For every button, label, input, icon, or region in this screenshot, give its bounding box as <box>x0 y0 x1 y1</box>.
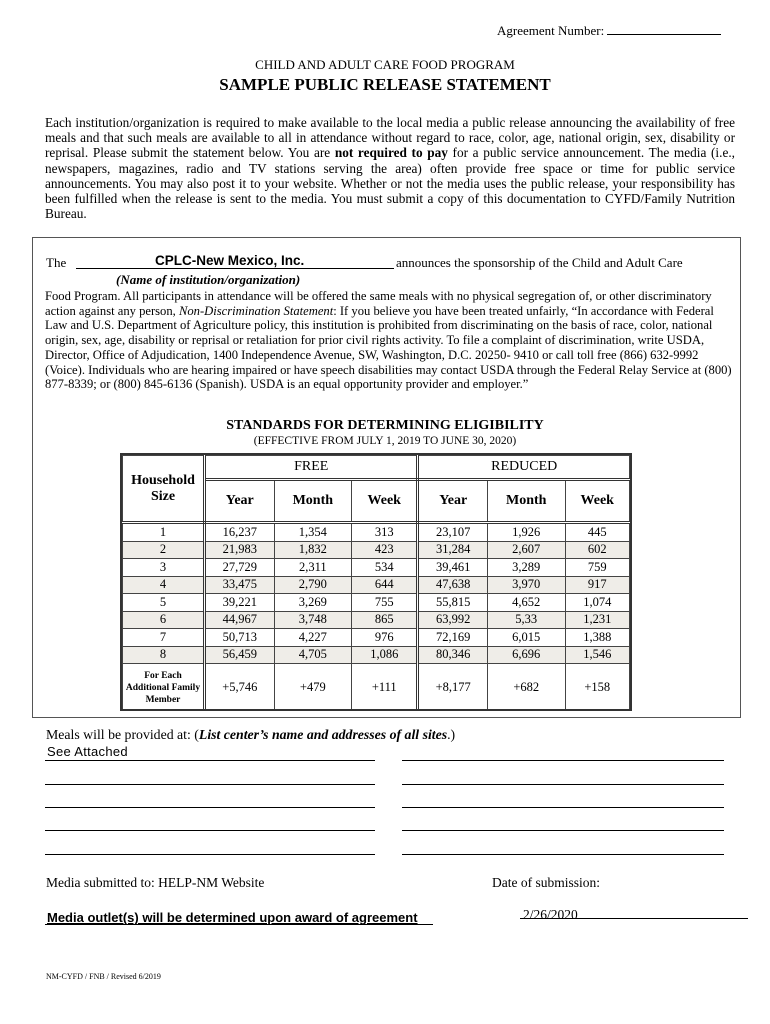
table-cell: 6,696 <box>487 646 565 664</box>
table-row <box>123 594 630 612</box>
household-size-cell: 7 <box>123 629 205 647</box>
table-cell: 50,713 <box>205 629 275 647</box>
column-header: Year <box>418 480 488 523</box>
site-line-left-1[interactable] <box>45 760 375 761</box>
agreement-number-blank[interactable] <box>607 24 721 35</box>
meals-sites-label <box>46 727 455 743</box>
announces-text: announces the sponsorship of the Child and Adult Care <box>396 255 683 270</box>
date-of-submission-label: Date of submission: <box>492 875 600 890</box>
site-line-right-4[interactable] <box>402 830 724 831</box>
household-size-cell: 1 <box>123 523 205 542</box>
table-cell: 3,748 <box>274 611 352 629</box>
table-row <box>123 523 630 542</box>
column-header: Week <box>565 480 630 523</box>
site-line-right-2[interactable] <box>402 784 724 785</box>
org-name-field[interactable]: CPLC-New Mexico, Inc. <box>155 253 305 268</box>
policy-text-1: Food Program. All participants in attendance will be offered the same meals with no physical segregation of, or other discriminatory action against any person, <box>45 289 712 318</box>
site-line-left-3[interactable] <box>45 807 375 808</box>
table-cell: 1,074 <box>565 594 630 612</box>
table-cell: 865 <box>352 611 418 629</box>
additional-member-cell: +682 <box>487 664 565 711</box>
table-cell: 445 <box>565 523 630 542</box>
eligibility-table-body <box>123 523 630 711</box>
table-cell: 313 <box>352 523 418 542</box>
table-cell: 534 <box>352 559 418 577</box>
policy-text-2: : If you believe you have been treated unfairly, “In accordance with Federal Law and U.S. Department of Agriculture policy, this institution is prohibited from discriminating on the basis of race, color, national origin, sex, age, disability or reprisal or retaliation for prior civil rights activity. To file a complaint of discrimination, write USDA, Director, Office of Adjudication, 1400 Independence Avenue, SW, Washington, D.C. 20250- 9410 or call toll free (866) 632-9992 (Voice). Individuals who are hearing impaired or have speech disabilities may contact USDA through the Federal Relay Service at (800) 877-8339; or (800) 845-6136 (Spanish). USDA is an equal opportunity provider and employer.” <box>45 303 732 392</box>
media-outlet-field[interactable]: Media outlet(s) will be determined upon award of agreement <box>47 910 418 925</box>
date-line <box>520 918 748 919</box>
additional-member-cell: +8,177 <box>418 664 488 711</box>
form-footer: NM-CYFD / FNB / Revised 6/2019 <box>46 972 161 981</box>
table-cell: 5,33 <box>487 611 565 629</box>
site-line-left-4[interactable] <box>45 830 375 831</box>
table-cell: 23,107 <box>418 523 488 542</box>
table-cell: 1,832 <box>274 541 352 559</box>
intro-emphasis: not required to pay <box>334 145 448 161</box>
media-outlet-line <box>45 924 433 925</box>
table-cell: 4,652 <box>487 594 565 612</box>
standards-subtitle: (EFFECTIVE FROM JULY 1, 2019 TO JUNE 30, 2020) <box>253 435 517 447</box>
standards-title: STANDARDS FOR DETERMINING ELIGIBILITY <box>226 418 544 433</box>
table-cell: 4,705 <box>274 646 352 664</box>
table-cell: 2,311 <box>274 559 352 577</box>
household-size-cell: 4 <box>123 576 205 594</box>
table-cell: 39,221 <box>205 594 275 612</box>
org-name-line <box>76 268 394 269</box>
table-cell: 644 <box>352 576 418 594</box>
table-cell: 2,607 <box>487 541 565 559</box>
table-cell: 3,970 <box>487 576 565 594</box>
table-cell: 55,815 <box>418 594 488 612</box>
table-cell: 21,983 <box>205 541 275 559</box>
table-cell: 16,237 <box>205 523 275 542</box>
table-cell: 759 <box>565 559 630 577</box>
meals-label-prefix: Meals will be provided at: ( <box>46 727 199 742</box>
org-name-caption: (Name of institution/organization) <box>116 272 301 287</box>
site-line-right-5[interactable] <box>402 854 724 855</box>
table-cell: 47,638 <box>418 576 488 594</box>
table-cell: 1,231 <box>565 611 630 629</box>
table-cell: 1,086 <box>352 646 418 664</box>
table-row <box>123 559 630 577</box>
meals-label-instruction: List center’s name and addresses of all sites <box>198 727 448 742</box>
site-line-left-2[interactable] <box>45 784 375 785</box>
meals-sites-value[interactable]: See Attached <box>47 744 128 759</box>
intro-text-1: Each institution/organization is required to make available to the local media a public release announcing the availability of free meals and that such meals are available to all in attendance without regard to race, color, age, national origin, sex, disability or reprisal. Please submit the statement below. You are <box>45 115 735 161</box>
site-line-right-1[interactable] <box>402 760 724 761</box>
household-size-cell: 3 <box>123 559 205 577</box>
additional-member-row <box>123 664 630 711</box>
table-cell: 1,354 <box>274 523 352 542</box>
media-submitted-label: Media submitted to: HELP-NM Website <box>46 875 265 890</box>
table-row <box>123 541 630 559</box>
table-cell: 6,015 <box>487 629 565 647</box>
additional-member-cell: +158 <box>565 664 630 711</box>
column-header: Week <box>352 480 418 523</box>
column-header: Year <box>205 480 275 523</box>
table-row <box>123 576 630 594</box>
table-cell: 44,967 <box>205 611 275 629</box>
table-cell: 755 <box>352 594 418 612</box>
intro-paragraph <box>45 115 735 221</box>
policy-statement-heading: Non-Discrimination Statement <box>178 303 334 318</box>
table-cell: 602 <box>565 541 630 559</box>
household-size-cell: 5 <box>123 594 205 612</box>
agreement-number-field <box>497 23 721 39</box>
additional-member-cell: +479 <box>274 664 352 711</box>
column-header: Month <box>487 480 565 523</box>
table-cell: 80,346 <box>418 646 488 664</box>
table-cell: 2,790 <box>274 576 352 594</box>
table-cell: 1,926 <box>487 523 565 542</box>
household-size-cell: 8 <box>123 646 205 664</box>
table-cell: 1,546 <box>565 646 630 664</box>
table-cell: 39,461 <box>418 559 488 577</box>
reduced-group-header: REDUCED <box>418 456 630 480</box>
free-group-header: FREE <box>205 456 418 480</box>
intro-text-2: for a public service announcement. The media (i.e., newspapers, magazines, radio and TV stations serving the area) often provide free space or time for public service announcements. You may also post it to your website. Whether or not the media uses the public release, your responsibility has been fulfilled when the release is sent to the media. You must submit a copy of this documentation to CYFD/Family Nutrition Bureau. <box>45 145 735 222</box>
household-size-cell: 2 <box>123 541 205 559</box>
table-cell: 1,388 <box>565 629 630 647</box>
additional-member-cell: +111 <box>352 664 418 711</box>
table-cell: 72,169 <box>418 629 488 647</box>
table-cell: 4,227 <box>274 629 352 647</box>
table-cell: 33,475 <box>205 576 275 594</box>
meals-label-suffix: .) <box>447 727 456 742</box>
household-size-header: Household Size <box>123 456 205 523</box>
column-header: Month <box>274 480 352 523</box>
agreement-number-label: Agreement Number: <box>497 23 605 38</box>
page-title: SAMPLE PUBLIC RELEASE STATEMENT <box>219 75 551 94</box>
program-name: CHILD AND ADULT CARE FOOD PROGRAM <box>255 57 515 72</box>
table-row <box>123 646 630 664</box>
table-cell: 31,284 <box>418 541 488 559</box>
date-of-submission-field[interactable]: 2/26/2020 <box>523 907 578 922</box>
table-cell: 976 <box>352 629 418 647</box>
table-row <box>123 629 630 647</box>
table-cell: 63,992 <box>418 611 488 629</box>
table-cell: 56,459 <box>205 646 275 664</box>
table-row <box>123 611 630 629</box>
site-line-right-3[interactable] <box>402 807 724 808</box>
table-cell: 3,269 <box>274 594 352 612</box>
household-size-cell: 6 <box>123 611 205 629</box>
eligibility-table <box>120 453 632 711</box>
table-cell: 917 <box>565 576 630 594</box>
nondiscrimination-paragraph <box>45 289 735 392</box>
table-cell: 3,289 <box>487 559 565 577</box>
additional-member-label: For Each Additional Family Member <box>123 664 205 711</box>
table-cell: 423 <box>352 541 418 559</box>
the-label: The <box>46 255 67 270</box>
additional-member-cell: +5,746 <box>205 664 275 711</box>
site-line-left-5[interactable] <box>45 854 375 855</box>
table-cell: 27,729 <box>205 559 275 577</box>
